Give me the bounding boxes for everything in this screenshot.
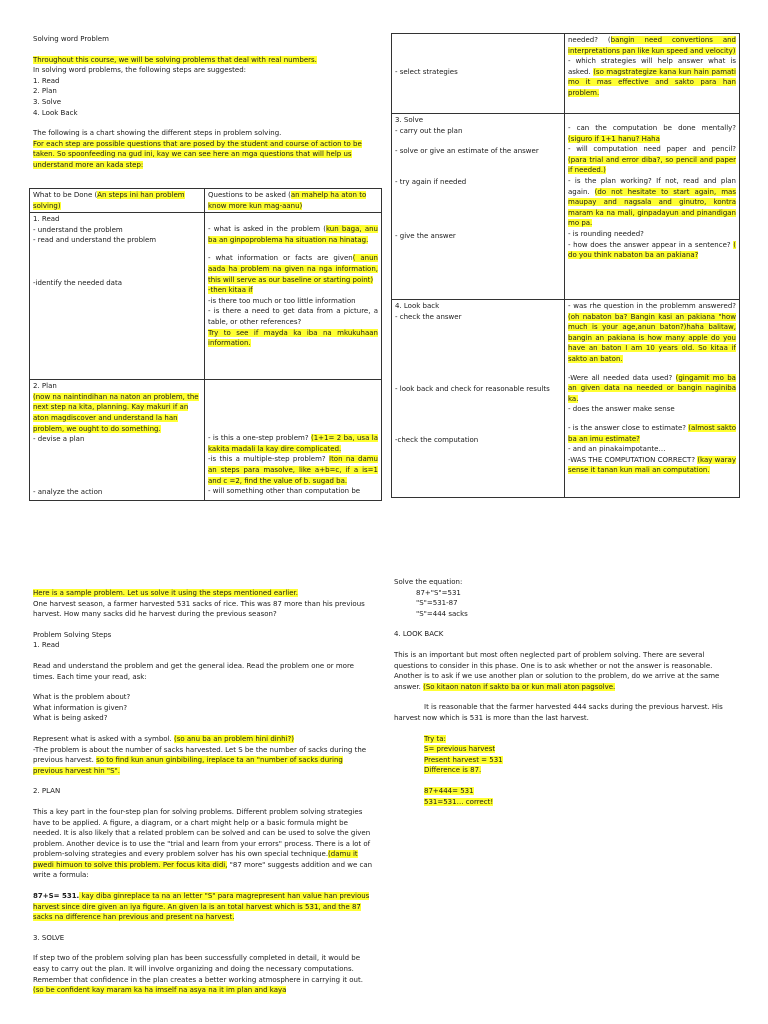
- solve-text: If step two of the problem solving plan has been successfully completed in detail, it would be easy to carry out the plan. It will involve organizing and doing the necessary computations. Remember that confidence in the plan creates a better working atmosphere in carrying it out. (so be confident kay maram ka ha imself na asya na it im plan and kaya: [33, 954, 363, 995]
- plan-questions: - is this a one-step problem? (1+1= 2 ba, usa la kakita madali la kay dire complicated. -is this a multiple-step problem? Iton na damu an steps para masolve, like a+b=c, if a is=1 and c =2, find the value of b. sugad ba. - will something other than computation be: [205, 380, 382, 501]
- formula-text: 87+S= 531. kay diba ginreplace ta na an letter "S" para magrepresent han value han previous harvest since dire given an iya figure. An given la is an total harvest which is 531, and the 87 sacks na difference han previous and present na harvest.: [33, 892, 370, 922]
- read-heading: 1. Read: [33, 641, 60, 650]
- sample-highlight: Here is a sample problem. Let us solve it using the steps mentioned earlier.: [33, 589, 299, 597]
- lookback-questions: - was rhe question in the problemm answered? (oh nabaton ba? Bangin kasi an pakiana "how much is your age,anun baton?)haha balitaw, bangin an pakiana is how many apple do you have an baton I am 10 years old. So kitaa if sakto an baton. -Were all needed data used? (gingamit mo ba an given data na needed or bangin naginiba ka. - does the answer make sense - is the answer close to estimate? (almost sakto ba an imu estimate? - and an pinakaimpotante… -WAS THE COMPUTATION CORRECT? (kay waray sense it tanan kun mali an computation.: [565, 300, 740, 498]
- chart-intro-highlight: For each step are possible questions that are posed by the student and course of action to be taken. So spoonfeeding na gud ini, kay we can see here an mga questions that will help us understand more an kada step:: [33, 139, 362, 169]
- steps-table-left: [29, 188, 382, 501]
- solve-actions: 3. Solve - carry out the plan - solve or give an estimate of the answer - try again if needed - give the answer: [392, 114, 565, 300]
- question-1: What is the problem about?: [33, 693, 131, 702]
- step-solve: 3. Solve: [33, 97, 62, 106]
- step-read: 1. Read: [33, 76, 60, 85]
- equation-3: "S"=444 sacks: [416, 609, 468, 618]
- try-1: Try ta:: [424, 734, 446, 743]
- lookback-text: This is an important but most often neglected part of problem solving. There are several questions to consider in this phase. One is to ask whether or not the answer is reasonable. Another is to ask if we use another plan or solution to the problem, do we arrive at the same answer. (So kitaon naton if sakto ba or kun mali aton pagsolve.: [394, 650, 720, 691]
- try-2: S= previous harvest: [424, 745, 496, 754]
- represent-text: Represent what is asked with a symbol. (so anu ba an problem hini dinhi?): [33, 734, 294, 743]
- lookback-heading: 4. LOOK BACK: [394, 630, 444, 639]
- plan-text: This a key part in the four-step plan for solving problems. Different problem solving strategies have to be applied. A figure, a diagram, or a chart might help or a basic formula might be needed. It is also likely that a related problem can be solved and can be used to solve the given problem. Another device is to use the "trial and learn from your errors" process. There is a lot of problem-solving strategies and every problem solver has his own special technique.(damu it pwedi himuon to solve this problem. Per focus kita didi, "87 more" suggests addition and we can write a formula:: [33, 807, 373, 880]
- solve-equation-label: Solve the equation:: [394, 578, 463, 586]
- header-questions: Questions to be asked (an mahelp ha aton to know more kun mag-aanu): [205, 189, 382, 213]
- plan-heading: 2. PLAN: [33, 787, 61, 796]
- step-plan: 2. Plan: [33, 87, 57, 96]
- try-4: Difference is 87.: [424, 766, 482, 775]
- solve-heading: 3. SOLVE: [33, 933, 65, 942]
- plan-actions: 2. Plan (now na naintindihan na naton an problem, the next step na kita, planning. Kay makuri if an aton magdiscover and understand la han problem, we ought to do something. - devise a plan - analyze the action: [30, 380, 205, 501]
- intro-text: In solving word problems, the following steps are suggested:: [33, 66, 247, 75]
- strategy-actions: - select strategies: [392, 34, 565, 114]
- steps-table-right: [391, 33, 740, 498]
- read-questions: - what is asked in the problem (kun baga, anu ba an ginpoproblema ha situation na hinatag. - what information or facts are given( anun aada ha problem na given na nga information, this will serve as our baseline or starting point) -then kitaa if -is there too much or too little information - is there a need to get data from a picture, a table, or other references? Try to see if mayda ka iba na mkukuhaan information.: [205, 213, 382, 380]
- equation-2: "S"=531-87: [416, 599, 458, 608]
- doc-title: Solving word Problem: [33, 35, 109, 43]
- check-2: 531=531… correct!: [424, 797, 494, 806]
- pss-heading: Problem Solving Steps: [33, 630, 112, 639]
- solve-questions: - can the computation be done mentally? (siguro if 1+1 hanu? Haha - will computation need paper and pencil? (para trial and error diba?, so pencil and paper if needed.) - is the plan working? If not, read and plan again. (do not hesitate to start again, mas maupay and nagsala and ginutro, kontra maram ka na mali, ginpadayun and pinandigan mo pa. - is rounding needed? - how does the answer appear in a sentence? ( do you think nabaton ba an pakiana?: [565, 114, 740, 300]
- intro-section: [33, 34, 371, 171]
- solution-section: [394, 577, 732, 807]
- check-1: 87+444= 531: [424, 786, 474, 795]
- lookback-actions: 4. Look back - check the answer - look back and check for reasonable results -check the computation: [392, 300, 565, 498]
- problem-text: One harvest season, a farmer harvested 531 sacks of rice. This was 87 more than his previous harvest. How many sacks did he harvest during the previous season?: [33, 599, 365, 619]
- try-3: Present harvest = 531: [424, 755, 503, 764]
- question-2: What information is given?: [33, 703, 128, 712]
- read-text: Read and understand the problem and get the general idea. Read the problem one or more times. Each time your read, ask:: [33, 661, 354, 681]
- problem-about-text: -The problem is about the number of sacks harvested. Let S be the number of sacks during the previous harvest. so to find kun anun ginbibiling, ireplace ta an "number of sacks during previous harvest hin "S".: [33, 745, 367, 775]
- intro-highlight: Throughout this course, we will be solving problems that deal with real numbers.: [33, 55, 317, 64]
- sample-problem-section: [33, 588, 373, 996]
- reasonable-text: It is reasonable that the farmer harvested 444 sacks during the previous harvest. His harvest now which is 531 is more than the last harvest.: [394, 703, 723, 722]
- equation-1: 87+"S"=531: [416, 588, 461, 597]
- strategy-questions: needed? (bangin need convertions and interpretations pan like kun speed and velocity) - which strategies will help answer what is asked. (so magstrategize kana kun hain pamati mo it mas effective and sakto para han problem.: [565, 34, 740, 114]
- chart-intro: The following is a chart showing the different steps in problem solving.: [33, 129, 282, 138]
- header-what-to-do: What to be Done (An steps ini han problem solving): [30, 189, 205, 213]
- read-actions: 1. Read - understand the problem - read and understand the problem -identify the needed data: [30, 213, 205, 380]
- question-3: What is being asked?: [33, 714, 108, 723]
- step-lookback: 4. Look Back: [33, 108, 78, 117]
